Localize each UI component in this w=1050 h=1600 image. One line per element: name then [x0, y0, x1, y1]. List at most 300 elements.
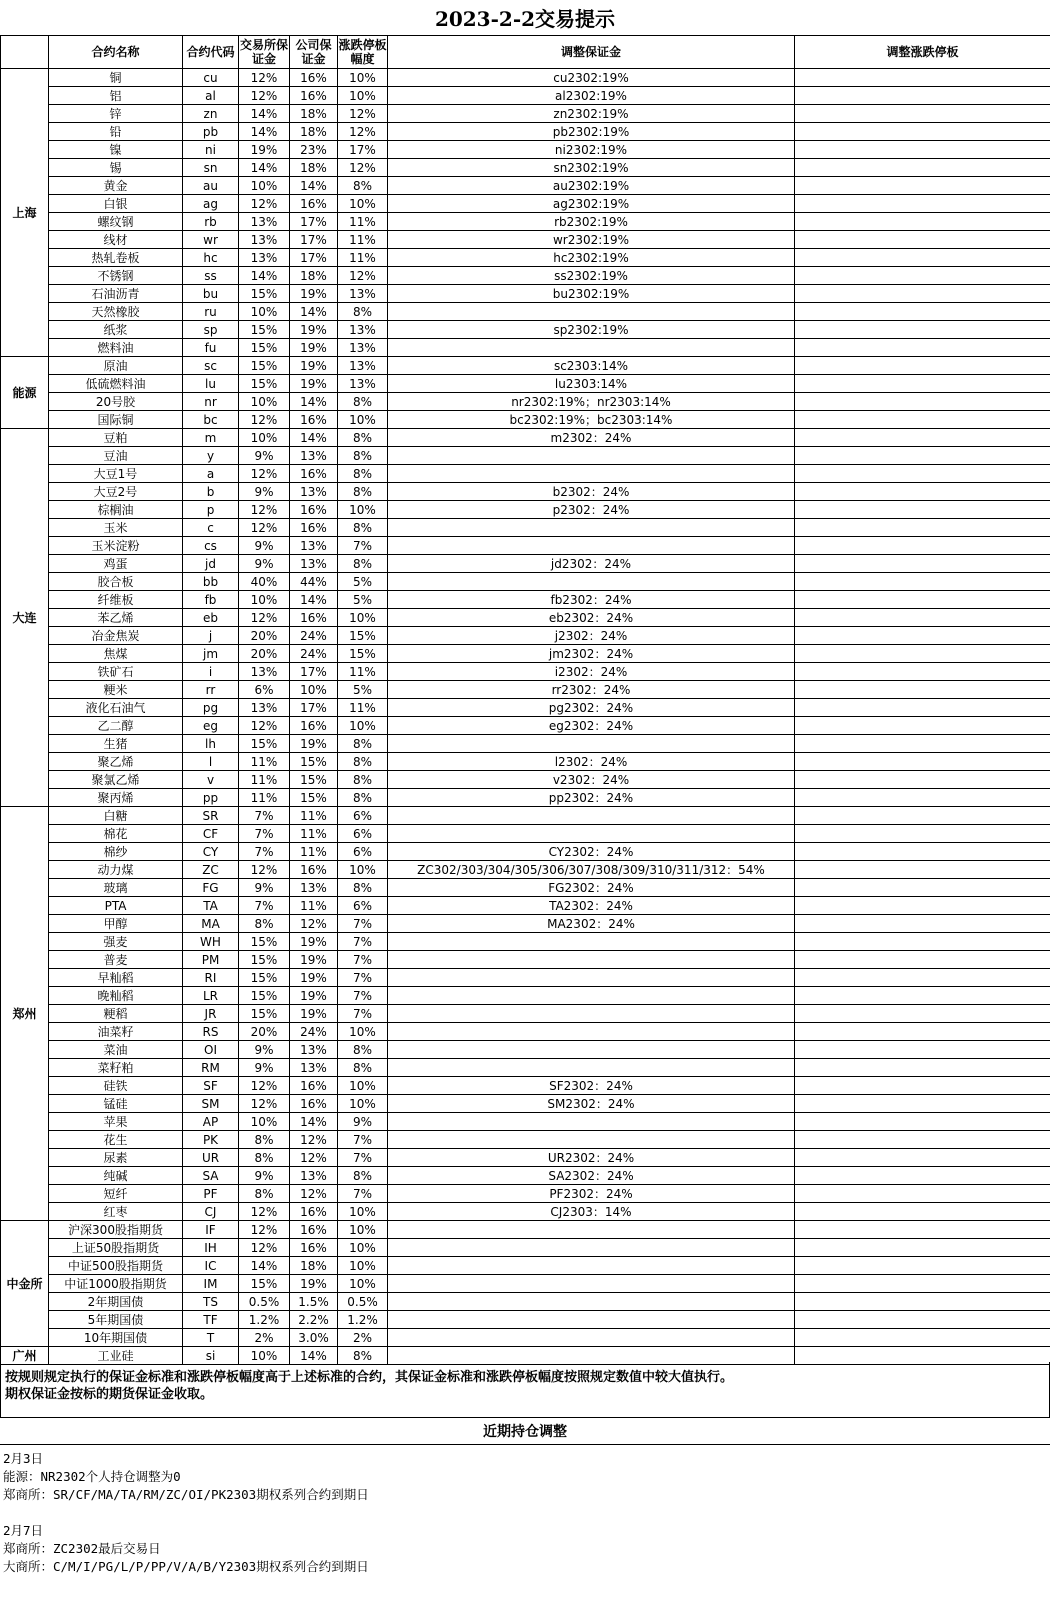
company-margin-cell: 18%: [290, 1257, 338, 1275]
exchange-margin-cell: 15%: [239, 735, 290, 753]
adjust-limit-cell: [795, 537, 1050, 555]
company-margin-cell: 16%: [290, 1239, 338, 1257]
adjust-margin-cell: v2302：24%: [388, 771, 795, 789]
adjust-limit-cell: [795, 231, 1050, 249]
adjust-limit-cell: [795, 429, 1050, 447]
company-margin-cell: 18%: [290, 267, 338, 285]
exchange-margin-cell: 15%: [239, 1005, 290, 1023]
limit-range-cell: 7%: [338, 969, 388, 987]
exchange-margin-cell: 13%: [239, 699, 290, 717]
adjust-limit-cell: [795, 1077, 1050, 1095]
adjust-limit-cell: [795, 735, 1050, 753]
table-row: [1, 249, 1050, 267]
exchange-margin-cell: 8%: [239, 1185, 290, 1203]
recent-adjustments-title: 近期持仓调整: [0, 1418, 1050, 1445]
table-row: [1, 375, 1050, 393]
company-margin-cell: 16%: [290, 1221, 338, 1239]
table-row: [1, 429, 1050, 447]
company-margin-cell: 14%: [290, 591, 338, 609]
company-margin-cell: 16%: [290, 69, 338, 87]
adjust-margin-cell: [388, 1005, 795, 1023]
limit-range-cell: 11%: [338, 663, 388, 681]
contract-code-cell: WH: [183, 933, 239, 951]
limit-range-cell: 8%: [338, 771, 388, 789]
adjust-limit-cell: [795, 897, 1050, 915]
limit-range-cell: 0.5%: [338, 1293, 388, 1311]
company-margin-cell: 15%: [290, 771, 338, 789]
limit-range-cell: 10%: [338, 411, 388, 429]
limit-range-cell: 11%: [338, 249, 388, 267]
adjust-margin-cell: PF2302：24%: [388, 1185, 795, 1203]
contract-name-cell: 石油沥青: [49, 285, 183, 303]
contract-name-cell: 油菜籽: [49, 1023, 183, 1041]
company-margin-cell: 15%: [290, 789, 338, 807]
adjust-margin-cell: au2302:19%: [388, 177, 795, 195]
contract-name-cell: 生猪: [49, 735, 183, 753]
exchange-margin-cell: 9%: [239, 555, 290, 573]
contract-name-cell: 纯碱: [49, 1167, 183, 1185]
contract-code-cell: al: [183, 87, 239, 105]
recent-line: 能源：NR2302个人持仓调整为0: [3, 1469, 181, 1484]
adjust-limit-cell: [795, 1329, 1050, 1347]
company-margin-cell: 18%: [290, 105, 338, 123]
adjust-limit-cell: [795, 1203, 1050, 1221]
limit-range-cell: 2%: [338, 1329, 388, 1347]
exchange-margin-cell: 14%: [239, 267, 290, 285]
adjust-margin-cell: [388, 1113, 795, 1131]
contract-name-cell: 聚丙烯: [49, 789, 183, 807]
adjust-margin-cell: m2302：24%: [388, 429, 795, 447]
contract-code-cell: IH: [183, 1239, 239, 1257]
adjust-limit-cell: [795, 807, 1050, 825]
contract-code-cell: i: [183, 663, 239, 681]
adjust-limit-cell: [795, 645, 1050, 663]
contract-code-cell: p: [183, 501, 239, 519]
contract-name-cell: 甲醇: [49, 915, 183, 933]
table-row: [1, 933, 1050, 951]
contract-code-cell: fu: [183, 339, 239, 357]
table-row: [1, 1023, 1050, 1041]
adjust-margin-cell: ag2302:19%: [388, 195, 795, 213]
notes-section: [0, 1362, 1050, 1418]
adjust-limit-cell: [795, 393, 1050, 411]
company-margin-cell: 19%: [290, 987, 338, 1005]
exchange-margin-cell: 9%: [239, 879, 290, 897]
adjust-limit-cell: [795, 69, 1050, 87]
table-row: [1, 1149, 1050, 1167]
limit-range-cell: 10%: [338, 717, 388, 735]
header-cell-exchange-margin: 交易所保证金: [239, 36, 290, 69]
limit-range-cell: 13%: [338, 321, 388, 339]
limit-range-cell: 8%: [338, 429, 388, 447]
exchange-margin-cell: 20%: [239, 627, 290, 645]
adjust-margin-cell: rb2302:19%: [388, 213, 795, 231]
table-row: [1, 267, 1050, 285]
limit-range-cell: 5%: [338, 591, 388, 609]
company-margin-cell: 17%: [290, 213, 338, 231]
contract-name-cell: 锌: [49, 105, 183, 123]
contract-name-cell: 胶合板: [49, 573, 183, 591]
exchange-margin-cell: 11%: [239, 753, 290, 771]
adjust-margin-cell: jd2302：24%: [388, 555, 795, 573]
company-margin-cell: 19%: [290, 285, 338, 303]
limit-range-cell: 6%: [338, 843, 388, 861]
contract-code-cell: RS: [183, 1023, 239, 1041]
contract-code-cell: AP: [183, 1113, 239, 1131]
contract-name-cell: 大豆2号: [49, 483, 183, 501]
adjust-margin-cell: bu2302:19%: [388, 285, 795, 303]
company-margin-cell: 17%: [290, 699, 338, 717]
contract-name-cell: 热轧卷板: [49, 249, 183, 267]
contract-name-cell: 尿素: [49, 1149, 183, 1167]
exchange-margin-cell: 12%: [239, 609, 290, 627]
adjust-limit-cell: [795, 753, 1050, 771]
table-row: [1, 537, 1050, 555]
limit-range-cell: 10%: [338, 1077, 388, 1095]
adjust-limit-cell: [795, 105, 1050, 123]
exchange-margin-cell: 12%: [239, 1203, 290, 1221]
contract-name-cell: 早籼稻: [49, 969, 183, 987]
contract-name-cell: 不锈钢: [49, 267, 183, 285]
exchange-margin-cell: 9%: [239, 1041, 290, 1059]
exchange-margin-cell: 9%: [239, 447, 290, 465]
contract-name-cell: 玻璃: [49, 879, 183, 897]
limit-range-cell: 8%: [338, 447, 388, 465]
table-row: [1, 1275, 1050, 1293]
company-margin-cell: 11%: [290, 897, 338, 915]
contract-name-cell: 短纤: [49, 1185, 183, 1203]
table-row: [1, 1059, 1050, 1077]
limit-range-cell: 7%: [338, 987, 388, 1005]
table-row: [1, 411, 1050, 429]
table-row: [1, 951, 1050, 969]
adjust-limit-cell: [795, 1041, 1050, 1059]
contract-name-cell: 聚氯乙烯: [49, 771, 183, 789]
contract-name-cell: 鸡蛋: [49, 555, 183, 573]
table-row: [1, 339, 1050, 357]
limit-range-cell: 11%: [338, 213, 388, 231]
header-cell-exchange: [1, 36, 49, 69]
exchange-margin-cell: 9%: [239, 483, 290, 501]
adjust-limit-cell: [795, 447, 1050, 465]
exchange-cell: 上海: [1, 69, 49, 357]
company-margin-cell: 19%: [290, 951, 338, 969]
limit-range-cell: 8%: [338, 483, 388, 501]
header-cell-limit: 涨跌停板幅度: [338, 36, 388, 69]
header-cell-adjust-limit: 调整涨跌停板: [795, 36, 1050, 69]
company-margin-cell: 19%: [290, 357, 338, 375]
table-row: [1, 69, 1050, 87]
table-row: [1, 1293, 1050, 1311]
exchange-margin-cell: 12%: [239, 69, 290, 87]
contract-code-cell: SA: [183, 1167, 239, 1185]
limit-range-cell: 13%: [338, 285, 388, 303]
contract-code-cell: SR: [183, 807, 239, 825]
contract-name-cell: 锡: [49, 159, 183, 177]
contract-code-cell: CJ: [183, 1203, 239, 1221]
adjust-limit-cell: [795, 1113, 1050, 1131]
page-title: 2023-2-2交易提示: [0, 0, 1050, 36]
company-margin-cell: 14%: [290, 393, 338, 411]
adjust-limit-cell: [795, 609, 1050, 627]
exchange-margin-cell: 10%: [239, 393, 290, 411]
contract-name-cell: 纸浆: [49, 321, 183, 339]
contract-name-cell: 棉花: [49, 825, 183, 843]
contract-name-cell: 中证1000股指期货: [49, 1275, 183, 1293]
adjust-margin-cell: SM2302：24%: [388, 1095, 795, 1113]
company-margin-cell: 23%: [290, 141, 338, 159]
adjust-margin-cell: [388, 807, 795, 825]
contract-name-cell: 20号胶: [49, 393, 183, 411]
contract-code-cell: nr: [183, 393, 239, 411]
adjust-limit-cell: [795, 1167, 1050, 1185]
company-margin-cell: 13%: [290, 555, 338, 573]
limit-range-cell: 7%: [338, 915, 388, 933]
company-margin-cell: 17%: [290, 231, 338, 249]
table-row: [1, 141, 1050, 159]
adjust-margin-cell: CY2302：24%: [388, 843, 795, 861]
contract-code-cell: LR: [183, 987, 239, 1005]
contract-code-cell: IC: [183, 1257, 239, 1275]
exchange-margin-cell: 15%: [239, 969, 290, 987]
contract-code-cell: PK: [183, 1131, 239, 1149]
exchange-margin-cell: 12%: [239, 87, 290, 105]
contract-code-cell: fb: [183, 591, 239, 609]
contract-code-cell: SM: [183, 1095, 239, 1113]
limit-range-cell: 1.2%: [338, 1311, 388, 1329]
contract-name-cell: 硅铁: [49, 1077, 183, 1095]
company-margin-cell: 19%: [290, 321, 338, 339]
contract-code-cell: UR: [183, 1149, 239, 1167]
contract-name-cell: 冶金焦炭: [49, 627, 183, 645]
exchange-margin-cell: 19%: [239, 141, 290, 159]
contract-name-cell: 液化石油气: [49, 699, 183, 717]
company-margin-cell: 12%: [290, 1149, 338, 1167]
adjust-limit-cell: [795, 699, 1050, 717]
adjust-limit-cell: [795, 339, 1050, 357]
adjust-margin-cell: ZC302/303/304/305/306/307/308/309/310/311/312：54%: [388, 861, 795, 879]
exchange-margin-cell: 9%: [239, 537, 290, 555]
table-row: [1, 591, 1050, 609]
adjust-limit-cell: [795, 1059, 1050, 1077]
contract-code-cell: hc: [183, 249, 239, 267]
limit-range-cell: 7%: [338, 951, 388, 969]
limit-range-cell: 5%: [338, 681, 388, 699]
table-row: [1, 969, 1050, 987]
margin-table: [0, 35, 1050, 1365]
contract-code-cell: pp: [183, 789, 239, 807]
limit-range-cell: 10%: [338, 69, 388, 87]
contract-name-cell: 聚乙烯: [49, 753, 183, 771]
adjust-margin-cell: [388, 735, 795, 753]
adjust-limit-cell: [795, 1221, 1050, 1239]
table-row: [1, 465, 1050, 483]
contract-code-cell: eb: [183, 609, 239, 627]
contract-code-cell: y: [183, 447, 239, 465]
table-row: [1, 897, 1050, 915]
contract-name-cell: 强麦: [49, 933, 183, 951]
contract-name-cell: 铝: [49, 87, 183, 105]
limit-range-cell: 11%: [338, 231, 388, 249]
contract-name-cell: 菜油: [49, 1041, 183, 1059]
adjust-margin-cell: pb2302:19%: [388, 123, 795, 141]
adjust-limit-cell: [795, 321, 1050, 339]
table-row: [1, 1257, 1050, 1275]
table-row: [1, 879, 1050, 897]
limit-range-cell: 10%: [338, 1095, 388, 1113]
adjust-limit-cell: [795, 1257, 1050, 1275]
contract-name-cell: 螺纹钢: [49, 213, 183, 231]
adjust-margin-cell: [388, 969, 795, 987]
contract-name-cell: 5年期国债: [49, 1311, 183, 1329]
company-margin-cell: 16%: [290, 717, 338, 735]
limit-range-cell: 10%: [338, 195, 388, 213]
adjust-margin-cell: UR2302：24%: [388, 1149, 795, 1167]
adjust-limit-cell: [795, 519, 1050, 537]
table-row: [1, 717, 1050, 735]
adjust-margin-cell: cu2302:19%: [388, 69, 795, 87]
recent-line: 大商所：C/M/I/PG/L/P/PP/V/A/B/Y2303期权系列合约到期日: [3, 1559, 369, 1574]
contract-code-cell: bu: [183, 285, 239, 303]
company-margin-cell: 11%: [290, 825, 338, 843]
adjust-margin-cell: [388, 465, 795, 483]
company-margin-cell: 16%: [290, 609, 338, 627]
table-row: [1, 699, 1050, 717]
company-margin-cell: 44%: [290, 573, 338, 591]
contract-code-cell: jd: [183, 555, 239, 573]
adjust-limit-cell: [795, 375, 1050, 393]
adjust-margin-cell: b2302：24%: [388, 483, 795, 501]
limit-range-cell: 8%: [338, 753, 388, 771]
table-row: [1, 807, 1050, 825]
exchange-margin-cell: 0.5%: [239, 1293, 290, 1311]
contract-code-cell: ss: [183, 267, 239, 285]
exchange-cell: 能源: [1, 357, 49, 429]
exchange-margin-cell: 12%: [239, 519, 290, 537]
table-row: [1, 987, 1050, 1005]
company-margin-cell: 19%: [290, 1275, 338, 1293]
recent-line: 郑商所：SR/CF/MA/TA/RM/ZC/OI/PK2303期权系列合约到期日: [3, 1487, 369, 1502]
table-row: [1, 483, 1050, 501]
table-row: [1, 231, 1050, 249]
exchange-margin-cell: 15%: [239, 285, 290, 303]
contract-code-cell: lh: [183, 735, 239, 753]
contract-name-cell: 菜籽粕: [49, 1059, 183, 1077]
limit-range-cell: 6%: [338, 807, 388, 825]
company-margin-cell: 14%: [290, 303, 338, 321]
company-margin-cell: 10%: [290, 681, 338, 699]
company-margin-cell: 19%: [290, 375, 338, 393]
limit-range-cell: 10%: [338, 1023, 388, 1041]
recent-line: 郑商所：ZC2302最后交易日: [3, 1541, 161, 1556]
adjust-margin-cell: [388, 537, 795, 555]
limit-range-cell: 8%: [338, 555, 388, 573]
exchange-margin-cell: 10%: [239, 303, 290, 321]
adjust-margin-cell: p2302：24%: [388, 501, 795, 519]
note-line: 按规则规定执行的保证金标准和涨跌停板幅度高于上述标准的合约，其保证金标准和涨跌停板幅度按照规定数值中较大值执行。: [5, 1370, 734, 1385]
company-margin-cell: 19%: [290, 735, 338, 753]
contract-name-cell: 玉米: [49, 519, 183, 537]
contract-name-cell: 工业硅: [49, 1347, 183, 1365]
adjust-margin-cell: [388, 1275, 795, 1293]
table-row: [1, 213, 1050, 231]
adjust-limit-cell: [795, 141, 1050, 159]
limit-range-cell: 15%: [338, 645, 388, 663]
contract-code-cell: eg: [183, 717, 239, 735]
table-row: [1, 1113, 1050, 1131]
exchange-margin-cell: 10%: [239, 429, 290, 447]
company-margin-cell: 14%: [290, 429, 338, 447]
contract-name-cell: 苯乙烯: [49, 609, 183, 627]
exchange-margin-cell: 20%: [239, 1023, 290, 1041]
adjust-limit-cell: [795, 987, 1050, 1005]
exchange-margin-cell: 8%: [239, 915, 290, 933]
limit-range-cell: 13%: [338, 339, 388, 357]
adjust-margin-cell: CJ2303：14%: [388, 1203, 795, 1221]
exchange-cell: 郑州: [1, 807, 49, 1221]
limit-range-cell: 17%: [338, 141, 388, 159]
limit-range-cell: 7%: [338, 1005, 388, 1023]
limit-range-cell: 8%: [338, 1347, 388, 1365]
exchange-margin-cell: 20%: [239, 645, 290, 663]
exchange-margin-cell: 11%: [239, 771, 290, 789]
contract-code-cell: ag: [183, 195, 239, 213]
exchange-margin-cell: 2%: [239, 1329, 290, 1347]
exchange-margin-cell: 12%: [239, 465, 290, 483]
adjust-margin-cell: [388, 303, 795, 321]
contract-code-cell: ZC: [183, 861, 239, 879]
table-row: [1, 1203, 1050, 1221]
limit-range-cell: 12%: [338, 159, 388, 177]
adjust-margin-cell: fb2302：24%: [388, 591, 795, 609]
company-margin-cell: 16%: [290, 501, 338, 519]
adjust-limit-cell: [795, 123, 1050, 141]
adjust-margin-cell: ni2302:19%: [388, 141, 795, 159]
exchange-margin-cell: 12%: [239, 501, 290, 519]
company-margin-cell: 13%: [290, 879, 338, 897]
exchange-margin-cell: 15%: [239, 933, 290, 951]
exchange-margin-cell: 12%: [239, 411, 290, 429]
company-margin-cell: 19%: [290, 1005, 338, 1023]
company-margin-cell: 19%: [290, 933, 338, 951]
table-row: [1, 1311, 1050, 1329]
contract-code-cell: jm: [183, 645, 239, 663]
contract-code-cell: cs: [183, 537, 239, 555]
limit-range-cell: 13%: [338, 375, 388, 393]
exchange-margin-cell: 40%: [239, 573, 290, 591]
contract-name-cell: 镍: [49, 141, 183, 159]
adjust-margin-cell: [388, 1329, 795, 1347]
company-margin-cell: 14%: [290, 1347, 338, 1365]
table-row: [1, 861, 1050, 879]
company-margin-cell: 17%: [290, 249, 338, 267]
contract-code-cell: au: [183, 177, 239, 195]
table-row: [1, 645, 1050, 663]
contract-name-cell: 白银: [49, 195, 183, 213]
limit-range-cell: 8%: [338, 393, 388, 411]
limit-range-cell: 10%: [338, 1275, 388, 1293]
table-row: [1, 1095, 1050, 1113]
adjust-margin-cell: [388, 1311, 795, 1329]
company-margin-cell: 16%: [290, 87, 338, 105]
adjust-limit-cell: [795, 879, 1050, 897]
adjust-margin-cell: l2302：24%: [388, 753, 795, 771]
contract-code-cell: wr: [183, 231, 239, 249]
limit-range-cell: 8%: [338, 879, 388, 897]
adjust-limit-cell: [795, 213, 1050, 231]
contract-name-cell: 纤维板: [49, 591, 183, 609]
adjust-limit-cell: [795, 249, 1050, 267]
